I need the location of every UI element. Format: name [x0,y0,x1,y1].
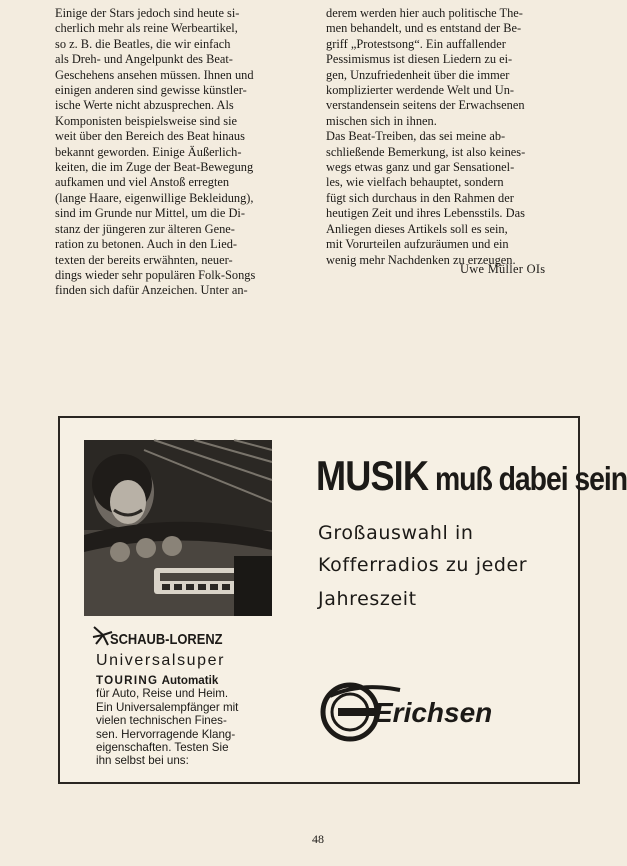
erichsen-logo-text: Erichsen [374,697,493,728]
article-line: aufkamen und viel Anstoß erregten [55,175,230,190]
description-line: vielen technischen Fines- [96,714,227,728]
article-line: verstandensein seitens der Erwachsenen [326,98,525,113]
description-line: ihn selbst bei uns: [96,754,189,768]
car-radio-photo-illustration [84,440,272,616]
brand-name: SCHAUB-LORENZ [110,631,223,648]
article-line: fügt sich durchaus in den Rahmen der [326,190,514,205]
description-line: eigenschaften. Testen Sie [96,741,229,755]
model-suffix: Automatik [161,674,219,687]
article-line: gen, Unzufriedenheit über die immer [326,67,510,82]
description-line: für Auto, Reise und Heim. [96,687,229,701]
article-line: griff „Protestsong“. Ein auffallender [326,36,506,51]
slogan-line-3: Jahreszeit [318,588,417,610]
slogan-line-2: Kofferradios zu jeder [318,554,528,576]
article-right-column [326,6,564,268]
article-line: als Dreh- und Angelpunkt des Beat- [55,52,233,67]
article-line: schließende Bemerkung, ist also keines- [326,144,526,159]
article-line: Anliegen dieses Artikels soll es sein, [326,221,508,236]
article-line: Das Beat-Treiben, das sei meine ab- [326,129,506,144]
model-line [96,674,276,687]
article-line: so z. B. die Beatles, die wir einfach [55,36,231,51]
article-line: bekannt geworden. Einige Äußerlich- [55,144,242,159]
advertisement-photo [84,440,272,616]
article-line: wenig mehr Nachdenken zu erzeugen. [326,252,516,267]
article-line: derem werden hier auch politische The- [326,6,523,20]
article-line: les, wie vielfach behauptet, sondern [326,175,504,190]
article-line: cherlich mehr als reine Werbeartikel, [55,21,238,36]
article-line: weit über den Bereich des Beat hinaus [55,129,245,144]
article-line: sind im Grunde nur Mittel, um die Di- [55,206,245,221]
description-line: sen. Hervorragende Klang- [96,727,236,741]
article-line: Einige der Stars jedoch sind heute si- [55,6,240,20]
article-line: stanz der jüngeren zur älteren Gene- [55,221,235,236]
headline-rest: muß dabei sein [434,460,627,497]
product-name: Universalsuper [96,652,226,669]
article-line: wegs etwas ganz und gar Sensationel- [326,160,515,175]
article-line: men behandelt, und es entstand der Be- [326,21,522,36]
headline-musik: MUSIK [316,452,429,499]
erichsen-logo [320,682,510,742]
article-line: mischen sich in ihnen. [326,113,437,128]
page-number: 48 [312,832,324,846]
article-line: heutigen Zeit und ihres Lebensstils. Das [326,206,525,221]
slogan-line-1: Großauswahl in [318,522,474,544]
advertisement-headline [316,452,627,500]
description-line: Ein Universalempfänger mit [96,700,239,714]
article-line: ration zu betonen. Auch in den Lied- [55,237,238,252]
advertisement-description [96,674,276,768]
article-line: texten der bereits erwähnten, neuer- [55,252,233,267]
article-line: finden sich dafür Anzeichen. Unter an- [55,283,248,298]
article-line: ische Werte nicht abzusprechen. Als [55,98,234,113]
article-line: Geschehens ansehen müssen. Ihnen und [55,67,254,82]
article-line: Pessimismus ist diesen Liedern zu ei- [326,52,513,67]
article-left-column [55,6,307,299]
article-line: einigen anderen sind gewisse künstler- [55,83,247,98]
article-line: (lange Haare, eigenwillige Bekleidung), [55,190,254,205]
article-line: dings wieder sehr populären Folk-Songs [55,267,256,282]
article-line: Komponisten beispielsweise sind sie [55,113,238,128]
model-name: TOURING [96,674,159,687]
article-line: keiten, die im Zuge der Beat-Bewegung [55,160,254,175]
article-line: mit Vorurteilen aufzuräumen und ein [326,237,509,252]
article-line: komplizierter werdende Welt und Un- [326,83,515,98]
author-signature: Uwe Müller OIs [460,262,546,276]
